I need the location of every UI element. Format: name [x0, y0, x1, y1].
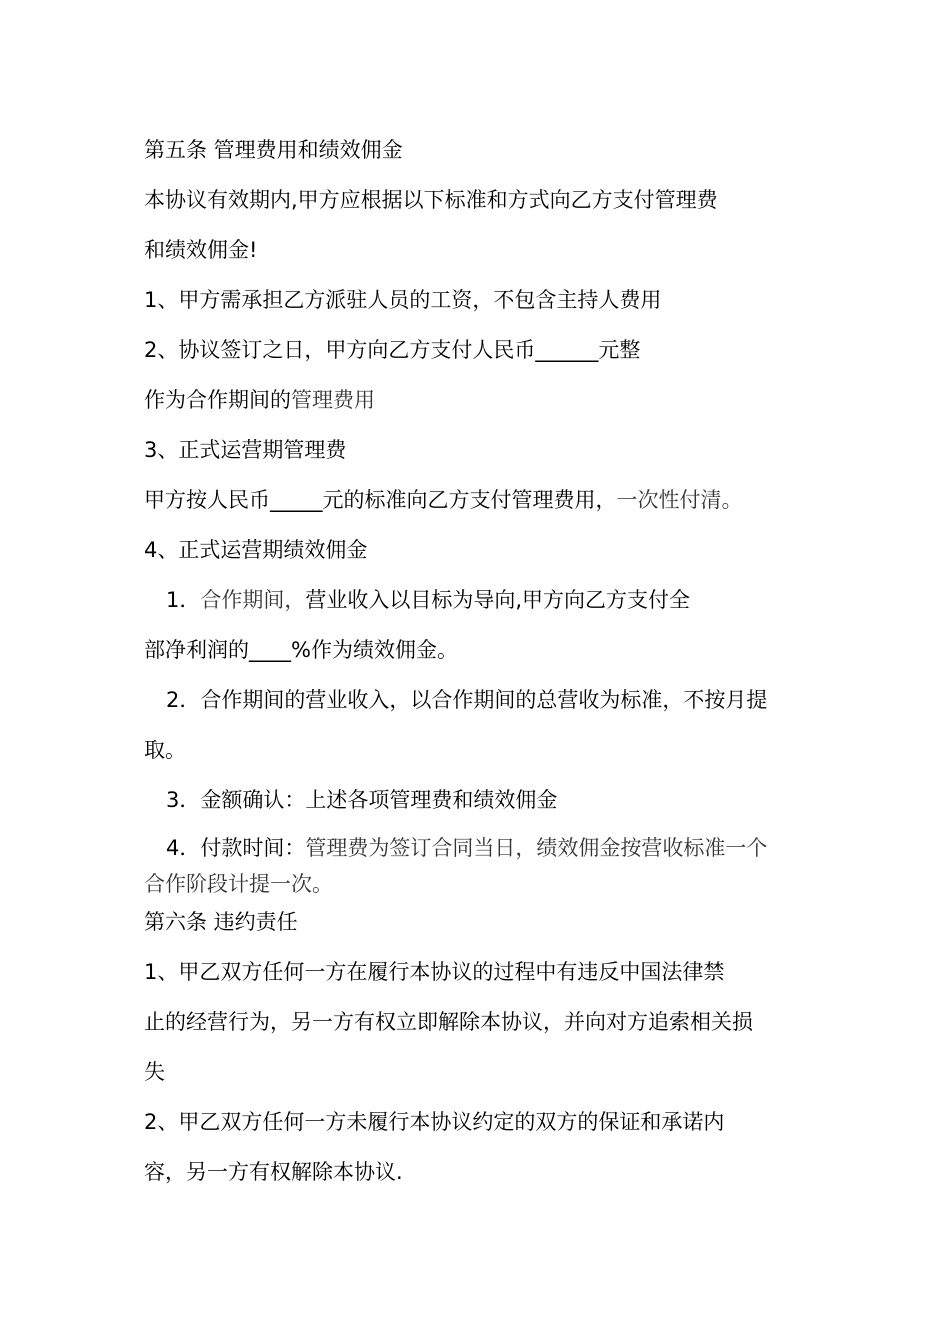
article6-item1-line1: 1、甲乙双方任何一方在履行本协议的过程中有违反中国法律禁 [144, 960, 725, 984]
article5-item3-title: 3、正式运营期管理费 [144, 438, 347, 462]
item3-text: 甲方按人民币_____元的标准向乙方支付管理费用， [144, 488, 617, 512]
article5-sub3: 3．金额确认：上述各项管理费和绩效佣金 [166, 788, 558, 812]
article6-item2-line1: 2、甲乙双方任何一方未履行本协议约定的双方的保证和承诺内 [144, 1110, 725, 1134]
article5-heading: 第五条 管理费用和绩效佣金 [144, 138, 403, 162]
sub1-text: 营业收入以目标为导向,甲方向乙方支付全 [305, 588, 691, 612]
article5-sub4-line2: 合作阶段计提一次。 [144, 872, 333, 896]
article6-item1-line2: 止的经营行为，另一方有权立即解除本协议，并向对方追索相关损 [144, 1010, 753, 1034]
sub1-number: 1． [166, 588, 201, 612]
item2-text: 作为合作期间的 [144, 388, 291, 412]
sub1-period-text: 合作期间， [200, 588, 306, 612]
article5-sub1-line1 [166, 586, 690, 614]
article6-heading: 第六条 违约责任 [144, 910, 298, 934]
sub4-label: 4．付款时间： [166, 836, 306, 860]
item2-fee-text: 管理费用 [291, 388, 375, 412]
article5-item2-line1: 2、协议签订之日，甲方向乙方支付人民币______元整 [144, 338, 641, 362]
article5-item4-title: 4、正式运营期绩效佣金 [144, 538, 368, 562]
article5-intro-line1: 本协议有效期内,甲方应根据以下标准和方式向乙方支付管理费 [144, 188, 718, 212]
article5-item1: 1、甲方需承担乙方派驻人员的工资，不包含主持人费用 [144, 288, 662, 312]
article5-sub1-line2: 部净利润的____%作为绩效佣金。 [144, 638, 458, 662]
article6-item2-line2: 容，另一方有权解除本协议. [144, 1160, 403, 1184]
article5-sub2-line2: 取。 [144, 738, 186, 762]
article5-item2-line2 [144, 386, 375, 414]
sub4-text: 管理费为签订合同当日，绩效佣金按营收标准一个 [305, 836, 768, 860]
article5-item3-text [144, 486, 743, 514]
article6-item1-line3: 失 [144, 1060, 165, 1084]
article5-sub2-line1: 2．合作期间的营业收入，以合作期间的总营收为标准，不按月提 [166, 688, 768, 712]
article5-intro-line2: 和绩效佣金! [144, 238, 258, 262]
item3-payment-text: 一次性付清。 [616, 488, 743, 512]
article5-sub4-line1 [166, 834, 767, 862]
